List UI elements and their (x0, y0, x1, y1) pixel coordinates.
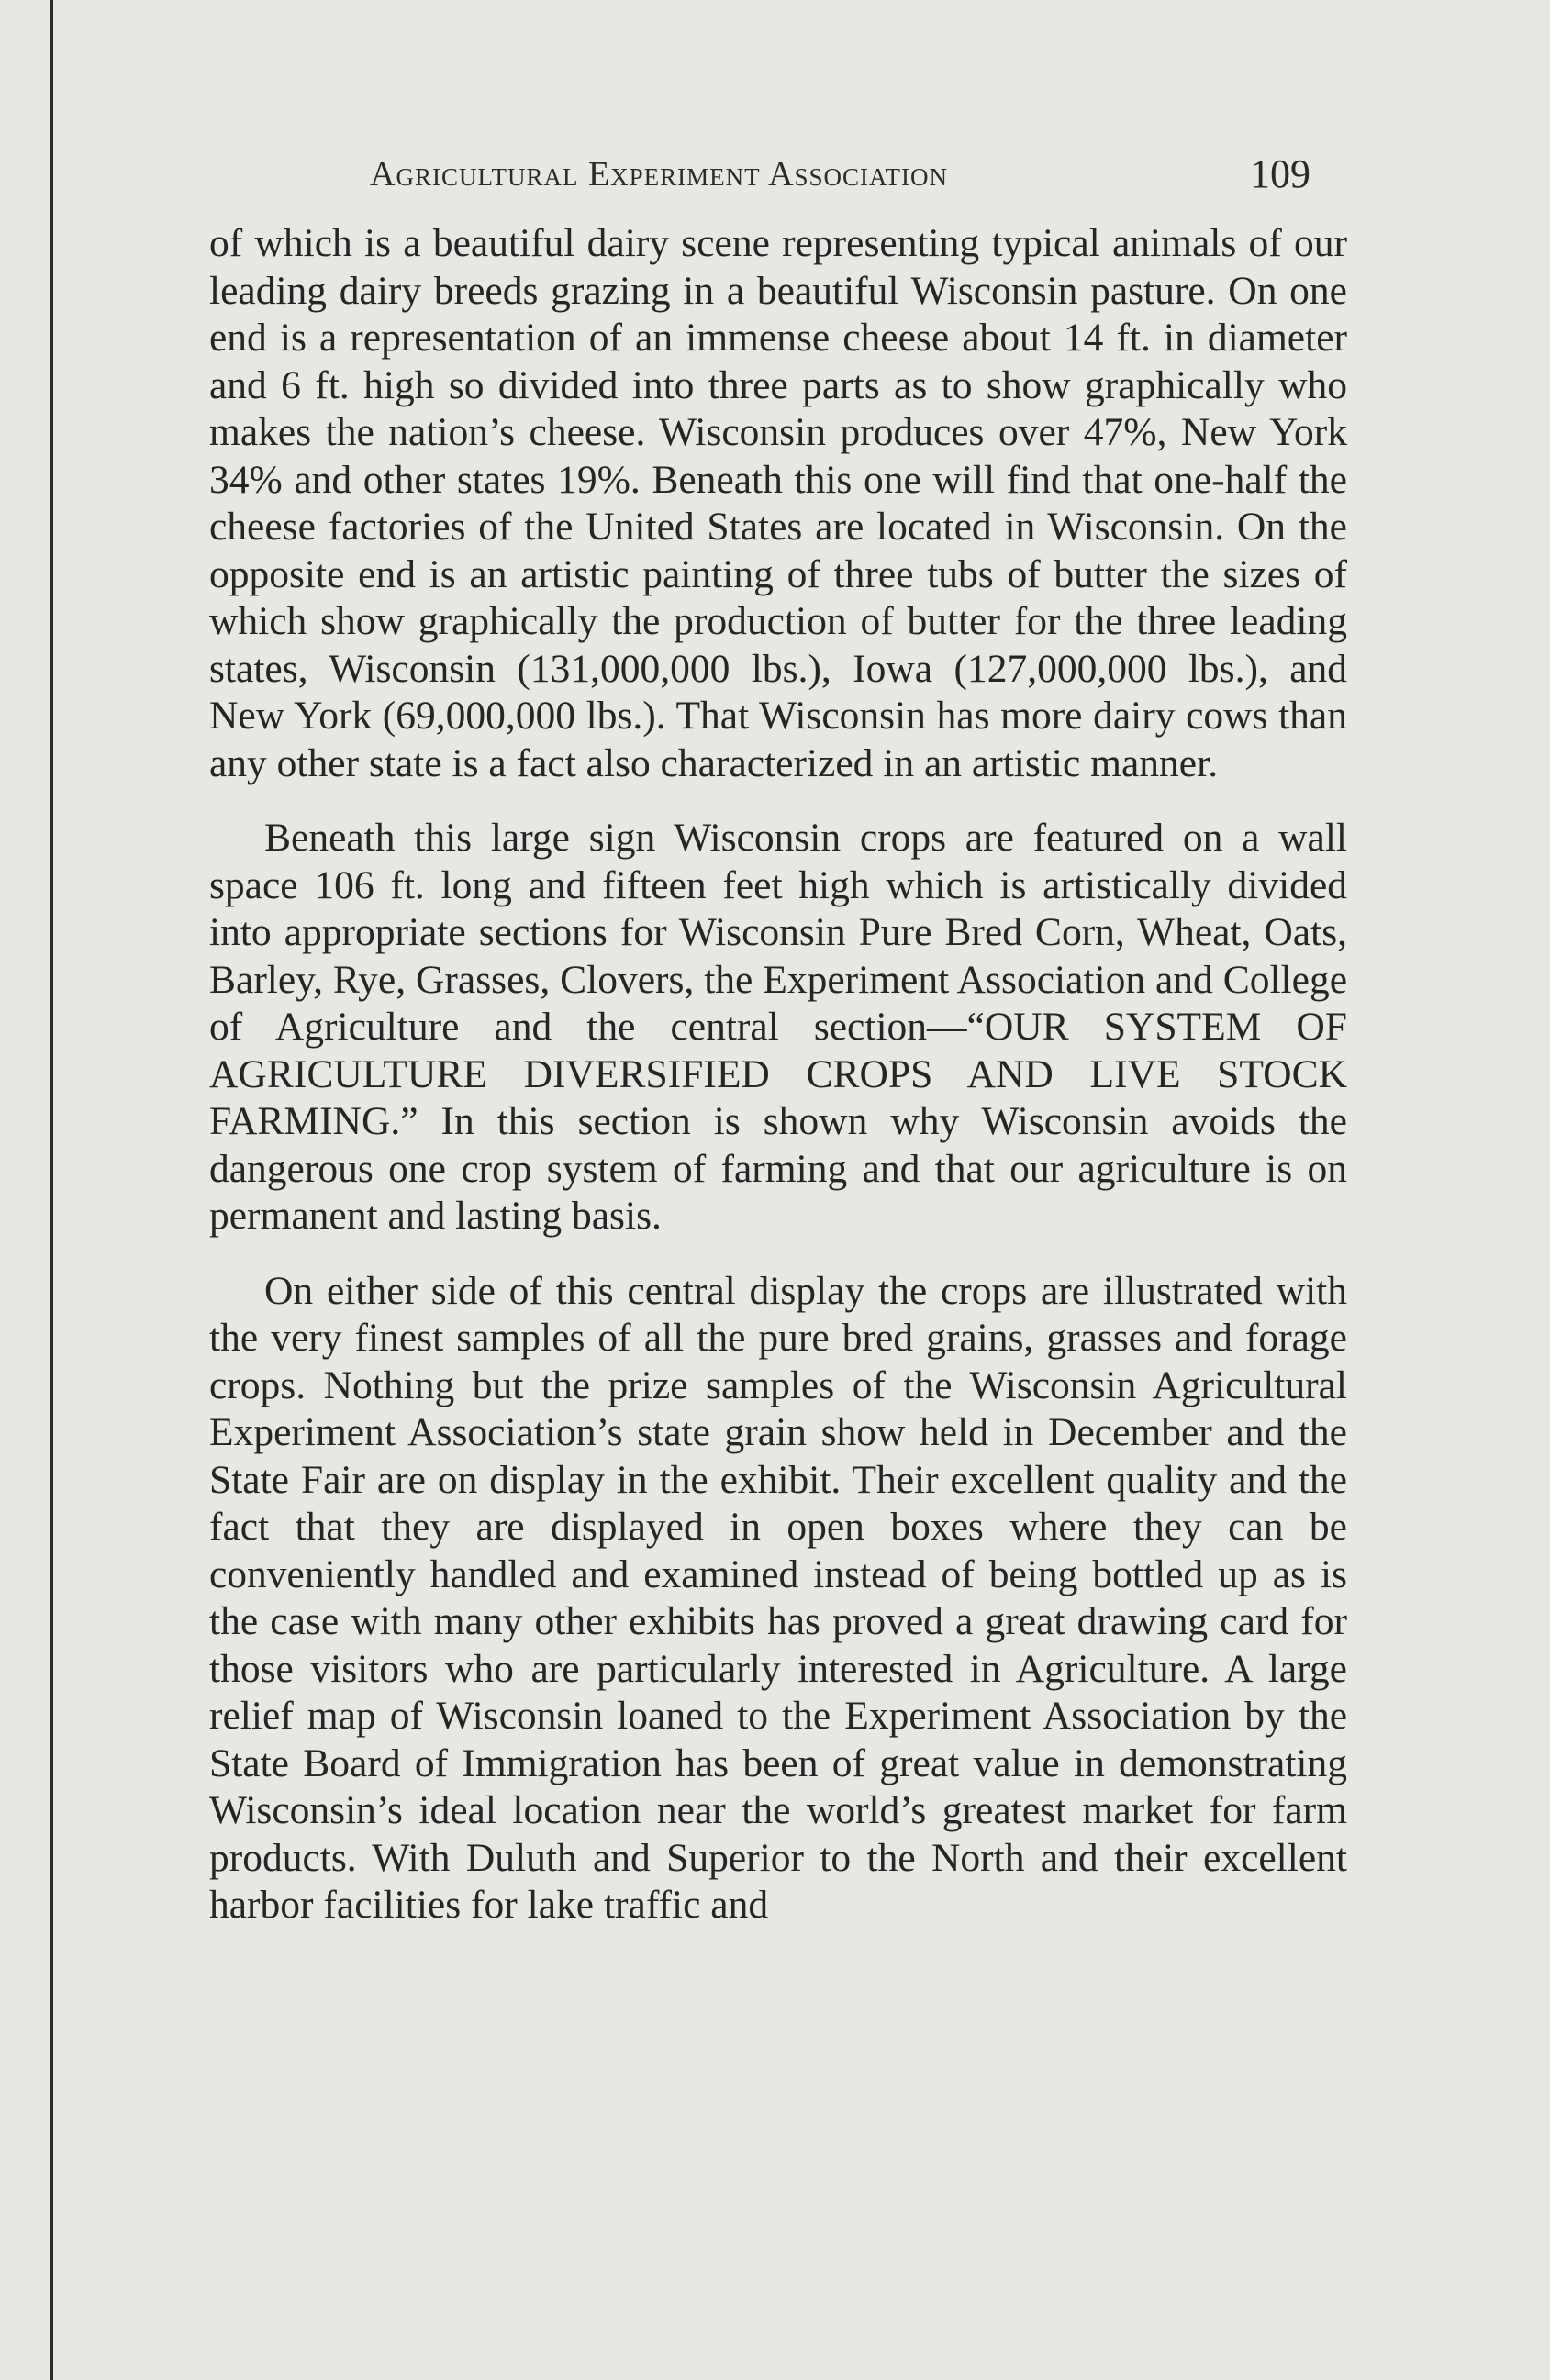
body-text (209, 220, 1347, 1930)
running-head (209, 138, 1347, 211)
page-edge-line (50, 0, 53, 2380)
page-number: 109 (1250, 151, 1310, 196)
paragraph-3: On either side of this central display the crops are illustrated with the very finest samples of all the pure bred grains, grasses and forage crops. Nothing but the prize samples of the Wisconsin Agricultural Experiment Association’s state grain show held in December and the State Fair are on display in the exhibit. Their excellent quality and the fact that they are displayed in open boxes where they can be conveniently handled and examined instead of being bottled up as is the case with many other exhibits has proved a great drawing card for those visitors who are particularly interested in Agriculture. A large relief map of Wisconsin loaned to the Experiment Association by the State Board of Immigration has been of great value in demonstrating Wisconsin’s ideal location near the world’s greatest market for farm products. With Duluth and Superior to the North and their excellent harbor facilities for lake traffic and (209, 1268, 1347, 1927)
book-page (209, 138, 1347, 1930)
paragraph-1: of which is a beautiful dairy scene representing typical animals of our leading dairy breeds grazing in a beautiful Wisconsin pasture. On one end is a representation of an immense cheese about 14 ft. in diameter and 6 ft. high so divided into three parts as to show graphically who makes the nation’s cheese. Wisconsin produces over 47%, New York 34% and other states 19%. Beneath this one will find that one-half the cheese factories of the United States are located in Wisconsin. On the opposite end is an artistic painting of three tubs of butter the sizes of which show graphically the production of butter for the three leading states, Wisconsin (131,000,000 lbs.), Iowa (127,000,000 lbs.), and New York (69,000,000 lbs.). That Wisconsin has more dairy cows than any other state is a fact also characterized in an artistic manner. (209, 221, 1347, 785)
running-title: Agricultural Experiment Association (370, 155, 949, 194)
paragraph-2: Beneath this large sign Wisconsin crops are featured on a wall space 106 ft. long and fifteen feet high which is artistically divided into appropriate sections for Wisconsin Pure Bred Corn, Wheat, Oats, Barley, Rye, Grasses, Clovers, the Experiment Association and College of Agriculture and the central section—“OUR SYSTEM OF AGRICULTURE DIVERSIFIED CROPS AND LIVE STOCK FARMING.” In this section is shown why Wisconsin avoids the dangerous one crop system of farming and that our agriculture is on permanent and lasting basis. (209, 816, 1347, 1238)
